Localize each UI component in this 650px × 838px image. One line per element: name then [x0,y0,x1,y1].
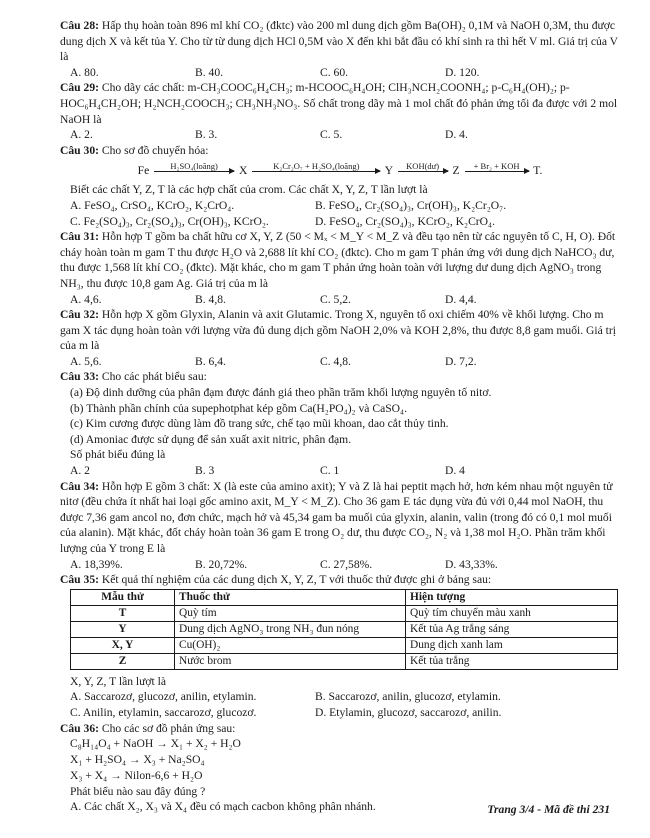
question-number: Câu 29: [60,81,99,95]
table-cell: T [71,605,175,621]
scheme-node: T. [533,164,543,178]
page-footer: Trang 3/4 - Mã đề thi 231 [487,803,610,816]
question-number: Câu 31: [60,230,99,244]
question-intro: Cho sơ đồ chuyển hóa: [101,143,209,157]
question-text: Hấp thụ hoàn toàn 896 ml khí CO₂ (đktc) vào 200 ml dung dịch gồm Ba(OH)₂ 0,1M và NaOH 0,3M, thu được dung dịch X và kết tủa Y. Cho từ từ dung dịch HCl 0,5M vào X đến khi bắt đầu có khí sinh ra thì hết V ml. Giá trị của V là [60,19,618,64]
reaction-arrow [154,162,234,181]
answer-options [60,127,620,143]
option-a: A. 18,39%. [70,557,123,571]
table-row [71,653,618,669]
option-c: C. Fe₂(SO₄)₃, Cr₂(SO₄)₃, Cr(OH)₃, KCrO₂. [70,214,269,228]
arrow-reagent: H₂SO₄(loãng) [170,161,218,172]
scheme-start: Fe [137,164,150,178]
option-b: B. 20,72%. [195,557,248,571]
table-cell: Quỳ tím [175,605,406,621]
question-text: Hỗn hợp T gồm ba chất hữu cơ X, Y, Z (50 < Mₓ < M_Y < M_Z và đều tạo nên từ các nguyên tố C, H, O). Đốt cháy hoàn toàn m gam T thu được H₂O và 2,688 lít khí CO₂ (đktc). Cho m gam T phản ứng với dung dịch NaHCO₃ dư, thu được 1,568 lít khí CO₂ (đktc). Mặt khác, cho m gam T phản ứng hoàn toàn với lượng dư dung dịch AgNO₃ trong NH₃, thu được 10,8 gam Ag. Giá trị của m là [60,230,616,290]
table-cell: Y [71,621,175,637]
option-b: B. 40. [195,65,224,79]
answer-options [60,292,620,308]
table-cell: Nước brom [175,653,406,669]
option-c: C. 60. [320,65,349,79]
table-cell: Cu(OH)₂ [175,637,406,653]
option-c: C. Anilin, etylamin, saccarozơ, glucozơ. [70,705,257,719]
question-intro: Cho các sơ đồ phản ứng sau: [101,721,236,735]
option-c: C. 5. [320,128,343,142]
statement-a: (a) Độ dinh dưỡng của phân đạm được đánh giá theo phần trăm khối lượng nguyên tố nitơ. [70,386,492,400]
table-cell: Dung dịch AgNO₃ trong NH₃ đun nóng [175,621,406,637]
scheme-node: Y [384,164,393,178]
table-cell: Dung dịch xanh lam [406,637,618,653]
option-b: B. 6,4. [195,354,226,368]
option-c: C. 27,58%. [320,557,373,571]
question-number: Câu 30: [60,143,99,157]
statement-d: (d) Amoniac được sử dụng để sản xuất axit nitric, phân đạm. [70,432,352,446]
option-c: C. 5,2. [320,292,351,306]
question-28 [60,18,620,80]
reaction-arrow [398,162,448,181]
option-a: A. Các chất X₂, X₃ và X₄ đều có mạch cacbon không phân nhánh. [70,800,376,814]
option-b: B. Saccarozơ, anilin, glucozơ, etylamin. [315,690,501,704]
option-a: A. 80. [70,65,99,79]
question-30 [60,143,620,229]
table-row [71,605,618,621]
option-b: B. 3. [195,128,218,142]
question-prompt: X, Y, Z, T lần lượt là [70,674,167,688]
option-d: D. 4. [445,128,468,142]
option-d: D. Etylamin, glucozơ, saccarozơ, anilin. [315,705,502,719]
option-a: A. FeSO₄, CrSO₄, KCrO₂, K₂CrO₄. [70,198,235,212]
question-number: Câu 32: [60,308,99,322]
conversion-scheme [60,160,620,182]
answer-options [60,557,620,573]
option-b: B. 4,8. [195,292,226,306]
option-c: C. 1 [320,464,340,478]
question-33 [60,369,620,478]
question-number: Câu 28: [60,19,99,32]
table-cell: Quỳ tím chuyển màu xanh [406,605,618,621]
question-prompt: Số phát biểu đúng là [70,448,166,462]
statement-c: (c) Kim cương được dùng làm đồ trang sức, chế tạo mũi khoan, dao cắt thủy tinh. [70,417,449,431]
question-number: Câu 36: [60,721,99,735]
answer-options [60,689,620,720]
option-d: D. 7,2. [445,354,477,368]
option-d: D. 43,33%. [445,557,498,571]
option-a: A. 2. [70,128,93,142]
option-a: A. 2 [70,464,90,478]
answer-options [60,198,620,229]
answer-options [60,463,620,479]
option-d: D. 4,4. [445,292,477,306]
table-row [71,637,618,653]
question-36 [60,721,620,815]
answer-options [60,65,620,81]
reaction-equation: C₈H₁₄O₄ + NaOH → X₁ + X₂ + H₂O [70,737,241,751]
column-header: Hiện tượng [406,589,618,605]
option-d: D. 4 [445,464,465,478]
question-text: Cho dãy các chất: m-CH₃COOC₆H₄CH₃; m-HCOOC₆H₄OH; ClH₃NCH₂COONH₄; p-C₆H₄(OH)₂; p-HOC₆H₄CH₂OH; H₂NCH₂COOCH₃; CH₃NH₃NO₃. Số chất trong dãy mà 1 mol chất đó phản ứng tối đa được với 2 mol NaOH là [60,81,618,126]
question-31 [60,229,620,307]
question-29 [60,80,620,142]
question-text: Hỗn hợp E gồm 3 chất: X (là este của amino axit); Y và Z là hai peptit mạch hở, hơn kém nhau một nguyên tử nitơ (đều chứa ít nhất hai loại gốc amino axit, M_Y < M_Z). Cho 36 gam E tác dụng vừa đủ với 0,44 mol NaOH, thu được 7,36 gam ancol no, đơn chức, mạch hở và 45,34 gam ba muối của glyxin, alanin, valin (trong đó có 0,1 mol muối của alanin). Mặt khác, đốt cháy hoàn toàn 36 gam E trong O₂ dư, thu được CO₂, N₂ và 1,38 mol H₂O. Phần trăm khối lượng của Y trong E là [60,479,613,555]
column-header: Mẫu thử [71,589,175,605]
option-b: B. 3 [195,464,215,478]
question-intro: Cho các phát biểu sau: [101,370,207,384]
scheme-node: Z [452,164,460,178]
question-number: Câu 33: [60,370,99,384]
table-header-row [71,589,618,605]
reaction-arrow [252,162,380,181]
question-34 [60,479,620,573]
option-a: A. 4,6. [70,292,102,306]
table-cell: Z [71,653,175,669]
question-text: Kết quả thí nghiệm của các dung dịch X, Y, Z, T với thuốc thử được ghi ở bảng sau: [101,573,492,587]
question-number: Câu 34: [60,479,99,493]
table-cell: Kết tủa Ag trắng sáng [406,621,618,637]
arrow-reagent: + Br₂ + KOH [473,161,520,172]
option-c: C. 4,8. [320,354,351,368]
question-35 [60,572,620,720]
question-prompt: Phát biểu nào sau đây đúng ? [70,784,206,798]
reaction-equation: X₁ + H₂SO₄ → X₃ + Na₂SO₄ [70,752,205,766]
experiment-table [70,589,618,670]
question-text: Hỗn hợp X gồm Glyxin, Alanin và axit Glutamic. Trong X, nguyên tố oxi chiếm 40% về khối lượng. Cho m gam X tác dụng hoàn toàn với lượng vừa đủ dung dịch gồm NaOH 2,0% và KOH 2,8%, thu được 8,8 gam muối. Giá trị của m là [60,308,616,353]
table-row [71,621,618,637]
answer-options [60,354,620,370]
scheme-node: X [239,164,248,178]
column-header: Thuốc thử [175,589,406,605]
option-d: D. FeSO₄, Cr₂(SO₄)₃, KCrO₂, K₂CrO₄. [315,214,495,228]
question-text: Biết các chất Y, Z, T là các hợp chất của crom. Các chất X, Y, Z, T lần lượt là [70,183,428,197]
option-b: B. FeSO₄, Cr₂(SO₄)₃, Cr(OH)₃, K₂Cr₂O₇. [315,198,507,212]
table-cell: X, Y [71,637,175,653]
table-cell: Kết tủa trắng [406,653,618,669]
option-a: A. 5,6. [70,354,102,368]
arrow-reagent: KOH(dư) [406,161,440,172]
option-d: D. 120. [445,65,480,79]
reaction-arrow [465,162,529,181]
statement-b: (b) Thành phần chính của supephotphat kép gồm Ca(H₂PO₄)₂ và CaSO₄. [70,401,407,415]
question-32 [60,307,620,369]
arrow-reagent: K₂Cr₂O₇ + H₂SO₄(loãng) [273,161,360,172]
reaction-equation: X₃ + X₄ → Nilon-6,6 + H₂O [70,768,203,782]
question-number: Câu 35: [60,573,99,587]
option-a: A. Saccarozơ, glucozơ, anilin, etylamin. [70,690,257,704]
